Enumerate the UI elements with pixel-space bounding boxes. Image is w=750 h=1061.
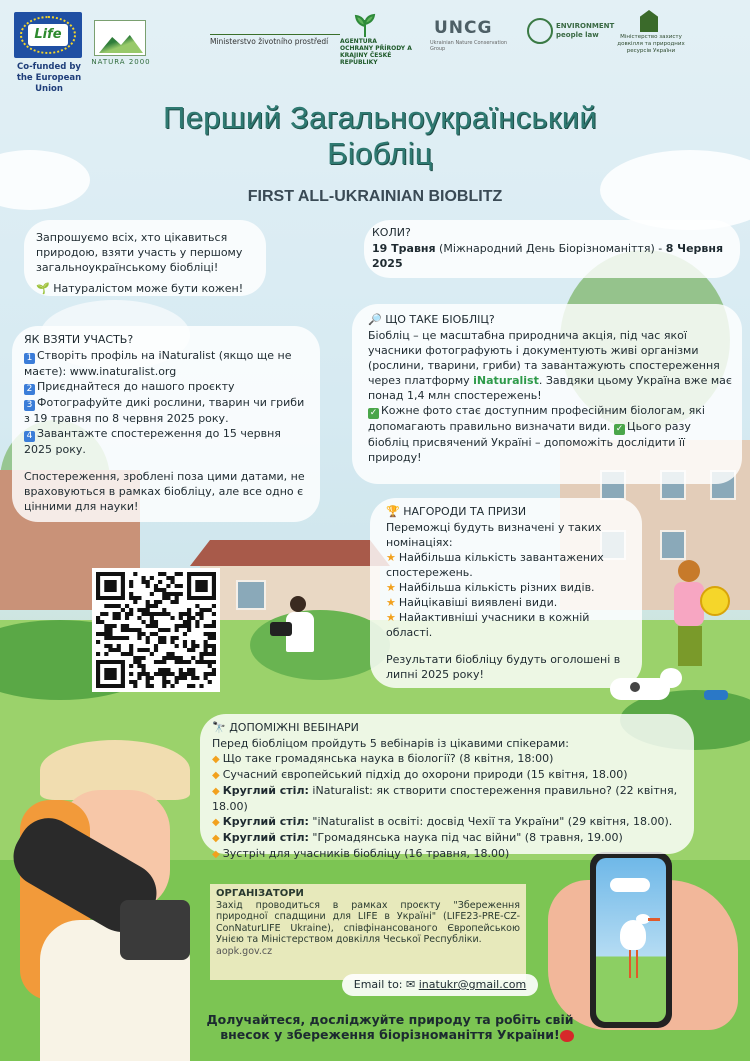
awards-results: Результати біобліцу будуть оголошені в липні 2025 року! [386,653,621,681]
how-step: 2 Приєднайтеся до нашого проєкту [24,379,308,395]
what-is-bioblitz-card [352,304,742,484]
when-card [364,220,740,278]
webinar-item: ◆ Сучасний європейський підхід до охорони природи (15 квітня, 18.00) [212,768,628,781]
award-item: ★ Найактивніші учасники в кожній області. [386,611,590,639]
how-note: Спостереження, зроблені поза цими датами, не враховуються в рамках біобліцу, але все одно є цінними для науки! [24,470,305,513]
how-label: ЯК ВЗЯТИ УЧАСТЬ? [24,333,134,346]
webinar-item: ◆ Зустріч для учасників біобліцу (16 травня, 18.00) [212,847,510,860]
what-paragraph-2: ✓ Кожне фото стає доступним професійним біологам, які допомагають правильно визначати види. ✓ Цього разу біобліц присвячений Україні – допоможіть дослідити її природу! [368,404,705,464]
phone-illustration [590,852,672,1028]
how-to-join-card [12,326,320,522]
email-pill [342,974,538,996]
star-icon: ★ [386,596,396,609]
qr-code-image [96,572,216,688]
eu-caption: Co-funded by the European Union [16,62,82,94]
award-item: ★ Найбільша кількість різних видів. [386,581,595,594]
awards-intro: Переможці будуть визначені у таких номінаціях: [386,521,602,549]
when-date-mid: (Міжнародний День Біорізноманіття) - [435,242,666,255]
star-icon: ★ [386,611,396,624]
number-3-icon: 3 [24,400,35,411]
window [236,580,266,610]
diamond-icon: ◆ [212,849,220,860]
number-4-icon: 4 [24,431,35,442]
bush [250,610,390,680]
awards-label: 🏆 НАГОРОДИ ТА ПРИЗИ [386,505,527,518]
explorer-with-camera-illustration [0,740,210,1061]
qr-code[interactable] [92,568,220,692]
star-icon: ★ [386,581,396,594]
award-item: ★ Найбільша кількість завантажених спостережень. [386,551,604,579]
what-label: 🔎 ЩО ТАКЕ БІОБЛІЦ? [368,313,495,326]
webinar-item: ◆ Круглий стіл: "Громадянська наука під час війни" (8 травня, 19.00) [212,831,623,844]
page-subtitle: FIRST ALL-UKRAINIAN BIOBLITZ [247,188,503,205]
when-date-start: 19 Травня [372,242,436,255]
photographer-illustration [280,596,320,656]
footer-cta: Долучайтеся, досліджуйте природу та робіть свій внесок у збереження біорізноманіття України! [206,1012,574,1042]
award-item: ★ Найцікавіші виявлені види. [386,596,558,609]
how-step: 3 Фотографуйте дикі рослини, тварин чи гриби з 19 травня по 8 червня 2025 року. [24,396,305,425]
diamond-icon: ◆ [212,770,220,781]
title-text: Перший Загальноукраїнський Біобліц [163,100,597,171]
phone-screen [596,858,666,1022]
natura-2000-logo [94,20,146,56]
diamond-icon: ◆ [212,754,220,765]
email-label: Email to: ✉ [353,978,416,991]
epl-tree-icon [527,18,553,44]
when-dates [372,241,730,271]
what-paragraph: Біобліц – це масштабна природнича акція, під час якої учасники фотографують і документують живі організми (рослини, тварини, гриби) та завантажують спостереження через платформу iNaturalist. Завдяки цьому Україна вже має понад 1,4 млн спостережень! [368,329,732,402]
webinar-item: ◆ Круглий стіл: "iNaturalist в освіті: досвід Чехії та України" (29 квітня, 18.00). [212,815,673,828]
diamond-icon: ◆ [212,786,220,797]
when-label: КОЛИ? [372,226,411,239]
webinars-label: 🔭 ДОПОМІЖНІ ВЕБІНАРИ [212,721,359,734]
webinars-card [200,714,694,860]
roof [190,540,390,566]
invite-note: 🌱 Натуралістом може бути кожен! [36,282,244,295]
page-title [60,100,700,172]
mindov-logo: Міністерство захисту довкілля та природних ресурсів України [617,34,685,54]
window [660,530,686,560]
leaf-icon [352,12,378,38]
diamond-icon: ◆ [212,833,220,844]
webinars-intro: Перед біобліцом пройдуть 5 вебінарів із цікавими спікерами: [212,737,569,750]
star-icon: ★ [386,551,396,564]
webinar-item: ◆ Що таке громадянська наука в біології? (8 квітня, 18:00) [212,752,554,765]
uncg-logo: UNCG [434,18,493,38]
email-link[interactable]: inatukr@gmail.com [418,978,527,991]
awards-card [370,498,642,688]
aopk-logo: AGENTURA OCHRANY PŘÍRODY A KRAJINY ČESKÉ REPUBLIKY [340,38,412,66]
epl-logo: ENVIRONMENT people law [556,22,615,39]
organizers-site[interactable]: aopk.gov.cz [216,945,273,957]
inaturalist-link[interactable]: iNaturalist [473,374,539,387]
life-eu-logo [14,12,82,58]
trident-icon [640,10,658,32]
organizers-label: ОРГАНІЗАТОРИ [216,888,304,899]
how-step: 4 Завантажте спостереження до 15 червня 2025 року. [24,427,281,456]
check-icon: ✓ [369,408,378,418]
webinar-item: ◆ Круглий стіл: iNaturalist: як створити спостереження правильно? (22 квітня, 18.00) [212,784,678,813]
life-logo-text: Life [28,24,68,46]
number-1-icon: 1 [24,353,35,364]
invite-text: Запрошуємо всіх, хто цікавиться природою, взяти участь у першому загальноукраїнському біобліці! [36,231,243,274]
number-2-icon: 2 [24,384,35,395]
invite-card [24,220,266,296]
natura-caption: NATURA 2000 [91,58,151,66]
when-date-end: 8 Червня 2025 [372,242,724,270]
diamond-icon: ◆ [212,817,220,828]
uncg-subtitle: Ukrainian Nature Conservation Group [430,40,508,52]
organizers-text: Захід проводиться в рамках проєкту "Збереження природної спадщини для LIFE в Україні" (LIFE23-PRE-CZ-ConNaturLIFE Ukraine), співфінансованого Європейською Унією та Міністерством довкілля Чеської Республіки. [216,899,520,945]
organizers-box [210,884,526,980]
how-step: 1 Створіть профіль на iNaturalist (якщо ще не маєте): www.inaturalist.org [24,349,292,378]
ministry-logo: Ministerstvo životního prostředí [210,34,340,46]
check-icon: ✓ [615,424,624,434]
